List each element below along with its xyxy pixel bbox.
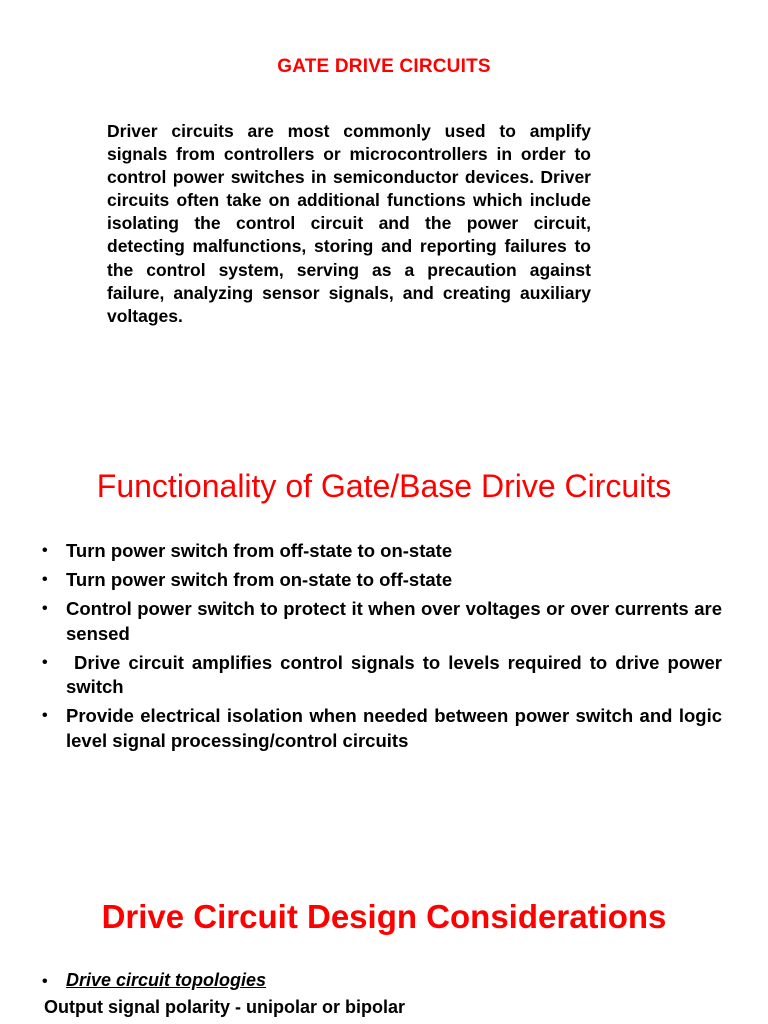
list-item: [42, 704, 722, 753]
bullet-icon: •: [42, 707, 48, 725]
topologies-heading: Drive circuit topologies: [66, 970, 267, 990]
list-item: [42, 597, 722, 646]
section-title-functionality: Functionality of Gate/Base Drive Circuits: [96, 468, 672, 504]
polarity-line: Output signal polarity - unipolar or bipolar: [44, 997, 406, 1017]
list-item-text: Control power switch to protect it when over voltages or over currents are sensed: [66, 598, 722, 644]
intro-paragraph: Driver circuits are most commonly used to amplify signals from controllers or microcontrollers in order to control power switches in semiconductor devices. Driver circuits often take on additional functions which include isolating the control circuit and the power circuit, detecting malfunctions, storing and reporting failures to the control system, serving as a precaution against failure, analyzing sensor signals, and creating auxiliary voltages.: [107, 121, 591, 326]
list-item-text: Drive circuit amplifies control signals to levels required to drive power switch: [66, 651, 728, 698]
bullet-icon: •: [42, 653, 48, 671]
topologies-item: [42, 970, 266, 991]
list-item: [42, 539, 722, 564]
bullet-icon: •: [42, 600, 48, 618]
bullet-icon: •: [42, 973, 48, 990]
functionality-list: [42, 539, 728, 758]
page-title: GATE DRIVE CIRCUITS: [277, 56, 491, 77]
list-item-text: Turn power switch from on-state to off-state: [66, 569, 453, 591]
bullet-icon: •: [42, 571, 48, 589]
section-title-design: Drive Circuit Design Considerations: [101, 898, 667, 935]
list-item-text: Provide electrical isolation when needed between power switch and logic level signal processing/control circuits: [66, 705, 722, 751]
list-item: [42, 568, 722, 593]
list-item-text: Turn power switch from off-state to on-state: [66, 540, 453, 561]
bullet-icon: •: [42, 542, 48, 559]
list-item: [42, 651, 728, 700]
